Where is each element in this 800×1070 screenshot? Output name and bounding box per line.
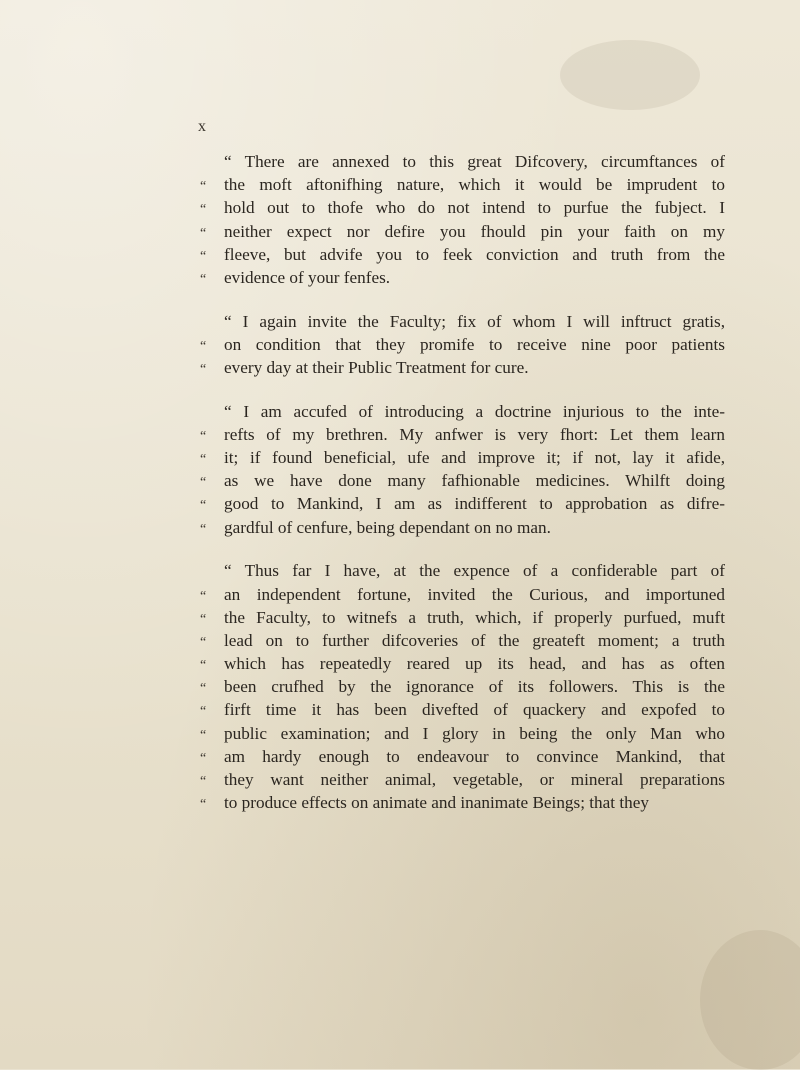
text-line xyxy=(200,745,725,768)
line-text: an independent fortune, invited the Curious, and importuned xyxy=(224,584,725,604)
line-text: as we have done many fafhionable medicines. Whilft doing xyxy=(224,471,725,491)
quote-mark: “ xyxy=(200,248,207,264)
text-line xyxy=(200,150,725,173)
quote-mark: “ xyxy=(200,225,207,241)
text-line xyxy=(200,400,725,423)
line-text: am hardy enough to endeavour to convince Mankind, that xyxy=(224,746,725,766)
quote-mark: “ xyxy=(200,179,207,195)
text-line xyxy=(200,583,725,606)
quote-mark: “ xyxy=(200,428,207,444)
quote-mark: “ xyxy=(200,658,207,674)
line-text: on condition that they promife to receive nine poor patients xyxy=(224,334,725,354)
paragraph xyxy=(200,400,725,539)
line-text: “ I am accufed of introducing a doctrine injurious to the inte- xyxy=(224,401,725,421)
line-text: to produce effects on animate and inanimate Beings; that they xyxy=(224,793,649,813)
text-line xyxy=(200,243,725,266)
text-line xyxy=(200,492,725,515)
text-line xyxy=(200,698,725,721)
quote-mark: “ xyxy=(200,338,207,354)
line-text: evidence of your fenfes. xyxy=(224,267,391,287)
text-line xyxy=(200,173,725,196)
paper-stain xyxy=(560,40,700,110)
quote-mark: “ xyxy=(200,498,207,514)
quote-mark: “ xyxy=(200,362,207,377)
text-line xyxy=(200,516,725,539)
line-text: “ There are annexed to this great Difcovery, circumftances of xyxy=(224,152,725,171)
paper-stain xyxy=(700,930,800,1070)
quote-mark: “ xyxy=(200,704,207,720)
line-text: they want neither animal, vegetable, or mineral preparations xyxy=(224,770,725,789)
quote-mark: “ xyxy=(200,797,207,813)
quote-mark: “ xyxy=(200,271,207,287)
quote-mark: “ xyxy=(200,727,207,743)
text-line xyxy=(200,652,725,675)
quote-mark: “ xyxy=(200,202,207,218)
line-text: gardful of cenfure, being dependant on no man. xyxy=(224,517,551,537)
quote-mark: “ xyxy=(200,634,207,650)
text-line xyxy=(200,266,725,289)
line-text: lead on to further difcoveries of the greateft moment; a truth xyxy=(224,630,725,650)
text-line xyxy=(200,446,725,469)
text-line xyxy=(200,606,725,629)
text-line xyxy=(200,722,725,745)
line-text: hold out to thofe who do not intend to purfue the fubject. I xyxy=(224,198,725,218)
text-line xyxy=(200,310,725,333)
text-line xyxy=(200,559,725,582)
quote-mark: “ xyxy=(200,774,207,789)
line-text: good to Mankind, I am as indifferent to approbation as difre- xyxy=(224,494,725,514)
line-text: firft time it has been divefted of quackery and expofed to xyxy=(224,700,725,720)
text-line xyxy=(200,791,725,814)
quote-mark: “ xyxy=(200,588,207,604)
line-text: neither expect nor defire you fhould pin your faith on my xyxy=(224,221,725,241)
quote-mark: “ xyxy=(200,452,207,468)
line-text: “ I again invite the Faculty; fix of whom I will inftruct gratis, xyxy=(224,311,725,331)
quote-mark: “ xyxy=(200,521,207,537)
paragraph xyxy=(200,559,725,814)
text-line xyxy=(200,333,725,356)
text-line xyxy=(200,768,725,791)
text-line xyxy=(200,675,725,698)
quote-mark: “ xyxy=(200,681,207,697)
line-text: been crufhed by the ignorance of its followers. This is the xyxy=(224,677,725,697)
line-text: refts of my brethren. My anfwer is very fhort: Let them learn xyxy=(224,424,725,444)
paragraph xyxy=(200,150,725,289)
text-line xyxy=(200,356,725,379)
body-text xyxy=(200,150,725,835)
line-text: the moft aftonifhing nature, which it would be imprudent to xyxy=(224,175,725,195)
quote-mark: “ xyxy=(200,475,207,491)
text-line xyxy=(200,423,725,446)
text-line xyxy=(200,196,725,219)
text-line xyxy=(200,629,725,652)
line-text: which has repeatedly reared up its head, and has as often xyxy=(224,654,725,674)
page-number: x xyxy=(198,118,207,135)
line-text: fleeve, but advife you to feek conviction and truth from the xyxy=(224,244,725,264)
quote-mark: “ xyxy=(200,611,207,627)
quote-mark: “ xyxy=(200,750,207,766)
text-line xyxy=(200,220,725,243)
line-text: the Faculty, to witnefs a truth, which, if properly purfued, muft xyxy=(224,607,725,627)
paragraph xyxy=(200,310,725,380)
text-line xyxy=(200,469,725,492)
line-text: “ Thus far I have, at the expence of a confiderable part of xyxy=(224,561,725,581)
line-text: public examination; and I glory in being the only Man who xyxy=(224,723,725,743)
line-text: every day at their Public Treatment for cure. xyxy=(224,358,529,377)
line-text: it; if found beneficial, ufe and improve it; if not, lay it afide, xyxy=(224,448,725,468)
